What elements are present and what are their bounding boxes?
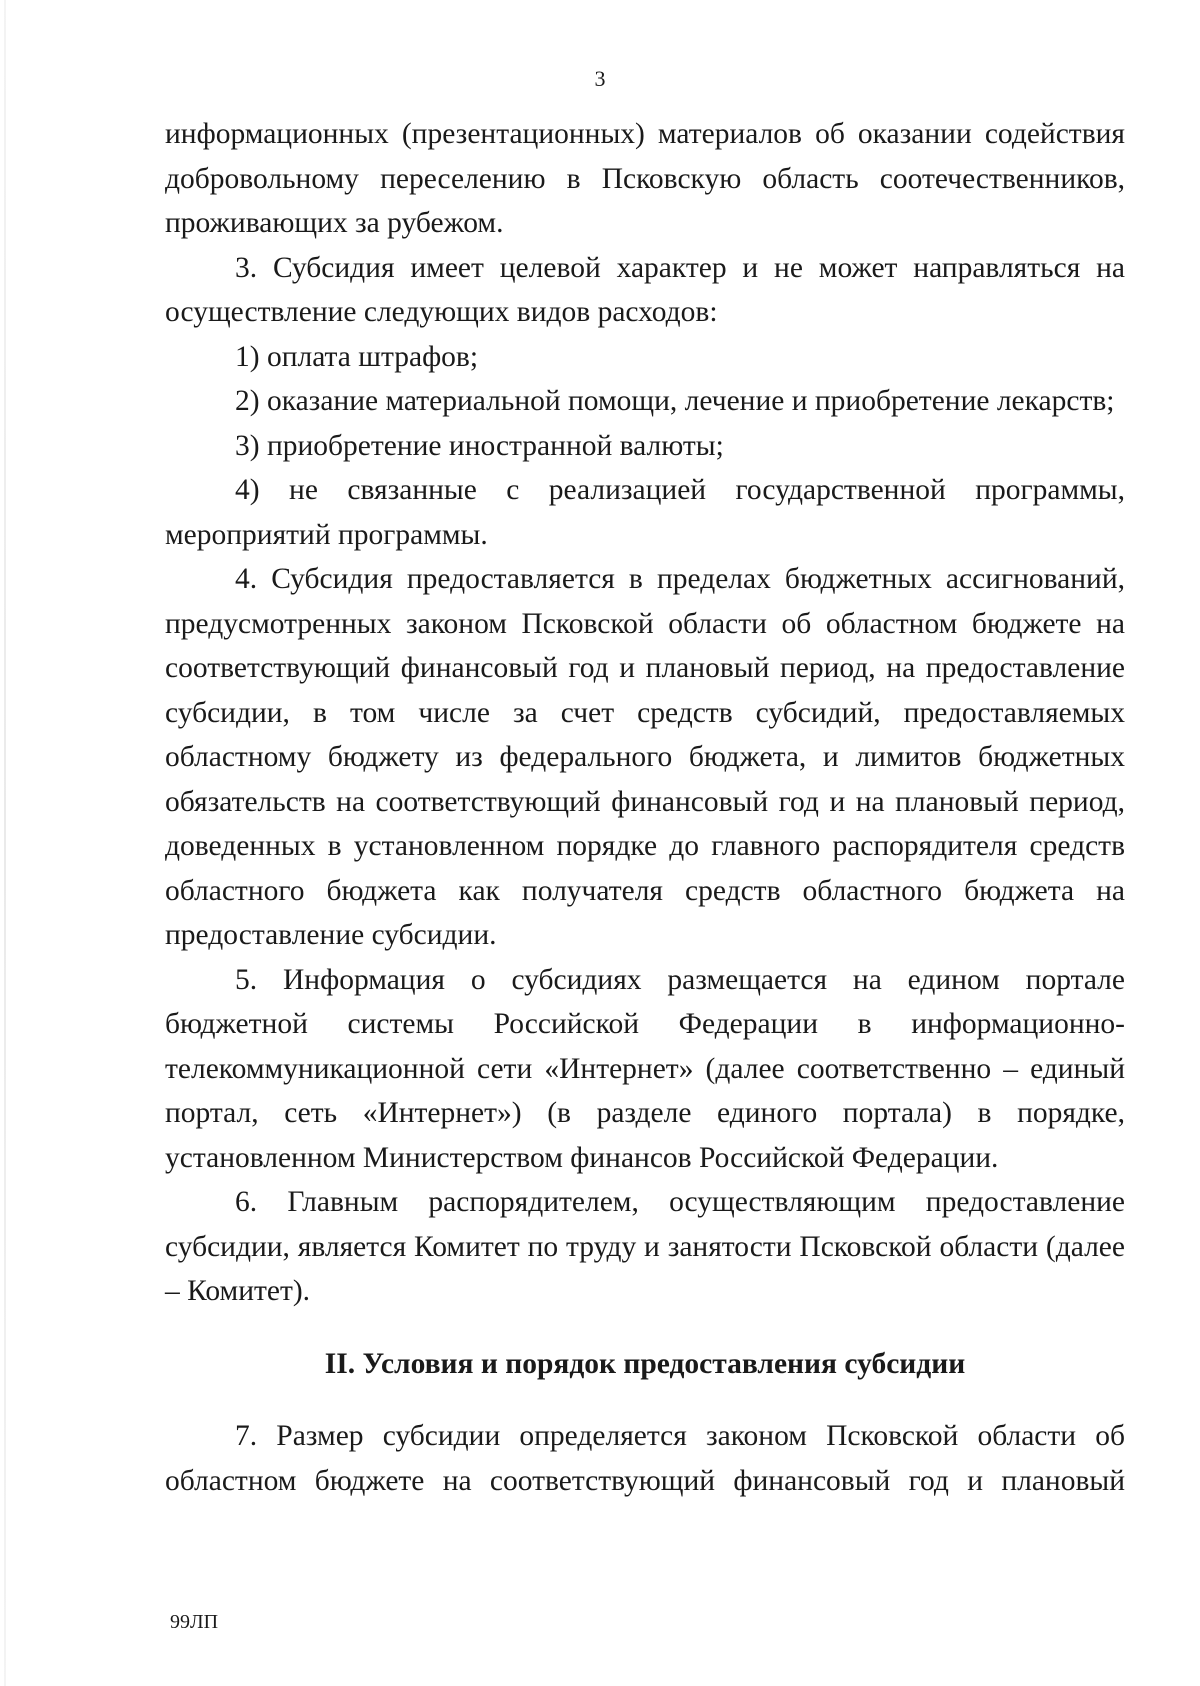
paragraph-item-7: 7. Размер субсидии определяется законом Псковской области об областном бюджете на соответствующий финансовый год и плановый xyxy=(165,1420,1125,1497)
footer-document-code: 99ЛП xyxy=(170,1611,219,1633)
paragraph-continuation: информационных (презентационных) материалов об оказании содействия добровольному переселению в Псковскую область соотечественников, проживающих за рубежом. xyxy=(165,118,1125,239)
list-item-1: 1) оплата штрафов; xyxy=(235,340,479,373)
paragraph-item-3: 3. Субсидия имеет целевой характер и не может направляться на осуществление следующих видов расходов: xyxy=(165,251,1125,328)
list-item-4: 4) не связанные с реализацией государственной программы, мероприятий программы. xyxy=(165,474,1125,551)
list-item-3: 3) приобретение иностранной валюты; xyxy=(235,429,724,462)
document-body xyxy=(165,112,1125,1503)
section-heading: II. Условия и порядок предоставления субсидии xyxy=(324,1347,966,1380)
paragraph-item-5: 5. Информация о субсидиях размещается на едином портале бюджетной системы Российской Федерации в информационно-телекоммуникационной сети «Интернет» (далее соответственно – единый портал, сеть «Интернет») (в разделе единого портала) в порядке, установленном Министерством финансов Российской Федерации. xyxy=(165,963,1125,1174)
list-item-2: 2) оказание материальной помощи, лечение и приобретение лекарств; xyxy=(235,385,1115,417)
paragraph-item-4: 4. Субсидия предоставляется в пределах бюджетных ассигнований, предусмотренных законом Псковской области об областном бюджете на соответствующий финансовый год и плановый период, на предоставление субсидии, в том числе за счет средств субсидий, предоставляемых областному бюджету из федерального бюджета, и лимитов бюджетных обязательств на соответствующий финансовый год и на плановый период, доведенных в установленном порядке до главного распорядителя средств областного бюджета как получателя средств областного бюджета на предоставление субсидии. xyxy=(165,563,1125,951)
page-number: 3 xyxy=(594,66,606,91)
paragraph-item-6: 6. Главным распорядителем, осуществляющим предоставление субсидии, является Комитет по труду и занятости Псковской области (далее – Комитет). xyxy=(165,1186,1125,1307)
